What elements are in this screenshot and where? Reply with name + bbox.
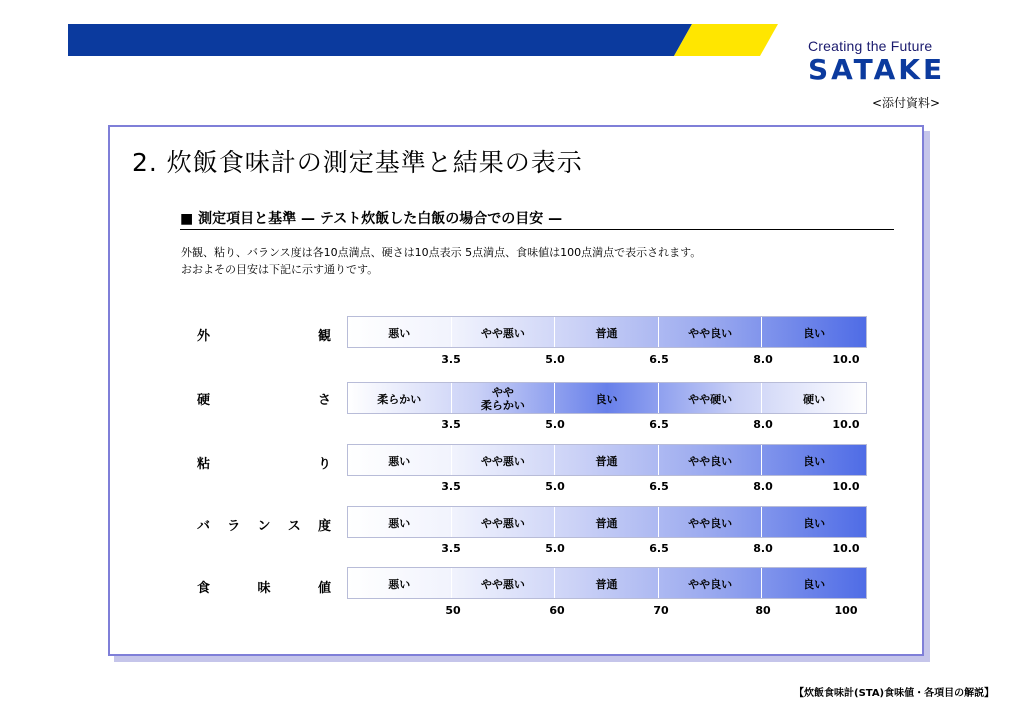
tick-label: 50 <box>445 604 461 617</box>
header-color-bar <box>68 24 778 56</box>
row-label-appearance <box>197 325 331 344</box>
row-label-char: ラ <box>227 519 241 534</box>
row-label-char: 値 <box>317 581 331 596</box>
tick-label: 6.5 <box>649 480 669 493</box>
tick-label: 8.0 <box>753 418 773 431</box>
row-label-char: さ <box>317 393 331 408</box>
tick-label: 6.5 <box>649 418 669 431</box>
tick-label: 10.0 <box>832 542 860 555</box>
scale-segment: 普通 <box>555 445 659 475</box>
tick-label: 5.0 <box>545 353 565 366</box>
scale-segment: 普通 <box>555 568 659 598</box>
row-label-char: 食 <box>197 581 211 596</box>
description-line-2: おおよその目安は下記に示す通りです。 <box>181 263 379 276</box>
row-label-hardness <box>197 389 331 408</box>
tick-label: 3.5 <box>441 480 461 493</box>
row-label-char: ン <box>257 519 271 534</box>
row-label-char: 味 <box>257 581 271 596</box>
scale-segment: 悪い <box>348 445 452 475</box>
description-line-1: 外観、粘り、バランス度は各10点満点、硬さは10点表示 5点満点、食味値は100点満点で表示されます。 <box>181 246 702 259</box>
scale-segment: 良い <box>803 577 826 591</box>
row-label-char: 粘 <box>197 457 211 472</box>
scale-segment: 柔らかい <box>348 383 452 413</box>
tick-label: 3.5 <box>441 542 461 555</box>
tick-label: 100 <box>834 604 858 617</box>
scale-segment: 悪い <box>348 317 452 347</box>
section-subtitle-text: ■ 測定項目と基準 — テスト炊飯した白飯の場合での目安 — <box>180 211 563 227</box>
tick-label: 3.5 <box>441 418 461 431</box>
scale-segment: 普通 <box>555 507 659 537</box>
scale-segment: やや良い <box>659 317 763 347</box>
scale-segment: やや良い <box>659 507 763 537</box>
row-label-char: り <box>317 457 331 472</box>
row-label-char: 外 <box>197 329 211 344</box>
row-label-balance <box>197 515 331 534</box>
tick-label: 5.0 <box>545 418 565 431</box>
scale-bar-stickiness <box>347 444 867 476</box>
row-label-char: 観 <box>317 329 331 344</box>
scale-segment: やや悪い <box>452 445 556 475</box>
tick-label: 10.0 <box>832 480 860 493</box>
header-blue-stripe <box>68 24 692 56</box>
row-label-stickiness <box>197 453 331 472</box>
scale-bar-appearance <box>347 316 867 348</box>
footer-caption: 【炊飯食味計(STA)食味値・各項目の解説】 <box>794 688 995 699</box>
tick-label: 5.0 <box>545 480 565 493</box>
row-label-taste-value <box>197 577 331 596</box>
satake-logo: SATAKE <box>808 53 946 86</box>
scale-segment: やや悪い <box>452 568 556 598</box>
scale-segment: 良い <box>803 326 826 340</box>
header-yellow-stripe <box>674 24 778 56</box>
tick-label: 3.5 <box>441 353 461 366</box>
tick-label: 5.0 <box>545 542 565 555</box>
attachment-label: <添付資料> <box>872 96 941 110</box>
row-label-char: 度 <box>317 519 331 534</box>
description <box>181 244 701 278</box>
scale-segment: やや硬い <box>659 383 763 413</box>
scale-bar-taste-value <box>347 567 867 599</box>
tick-label: 8.0 <box>753 542 773 555</box>
tick-label: 80 <box>755 604 771 617</box>
row-label-char: 硬 <box>197 393 211 408</box>
scale-segment: 良い <box>803 516 826 530</box>
page-title: 2. 炊飯食味計の測定基準と結果の表示 <box>132 148 583 177</box>
scale-segment: やや良い <box>659 445 763 475</box>
tick-label: 70 <box>653 604 669 617</box>
brand-tagline: Creating the Future <box>808 38 933 54</box>
scale-bar-hardness <box>347 382 867 414</box>
tick-label: 10.0 <box>832 418 860 431</box>
tick-label: 8.0 <box>753 480 773 493</box>
scale-segment: やや悪い <box>452 317 556 347</box>
scale-segment: 良い <box>555 383 659 413</box>
tick-label: 60 <box>549 604 565 617</box>
scale-segment: 硬い <box>803 392 826 406</box>
tick-label: 6.5 <box>649 353 669 366</box>
section-subtitle <box>180 208 894 230</box>
scale-segment: やや良い <box>659 568 763 598</box>
scale-bar-balance <box>347 506 867 538</box>
brand-block <box>808 38 948 85</box>
tick-label: 6.5 <box>649 542 669 555</box>
tick-label: 8.0 <box>753 353 773 366</box>
row-label-char: ス <box>287 519 301 534</box>
scale-segment: やや 柔らかい <box>452 383 556 413</box>
scale-segment: 悪い <box>348 568 452 598</box>
scale-segment: 悪い <box>348 507 452 537</box>
scale-segment: 良い <box>803 454 826 468</box>
row-label-char: バ <box>197 519 211 534</box>
scale-segment: やや悪い <box>452 507 556 537</box>
scale-segment: 普通 <box>555 317 659 347</box>
tick-label: 10.0 <box>832 353 860 366</box>
